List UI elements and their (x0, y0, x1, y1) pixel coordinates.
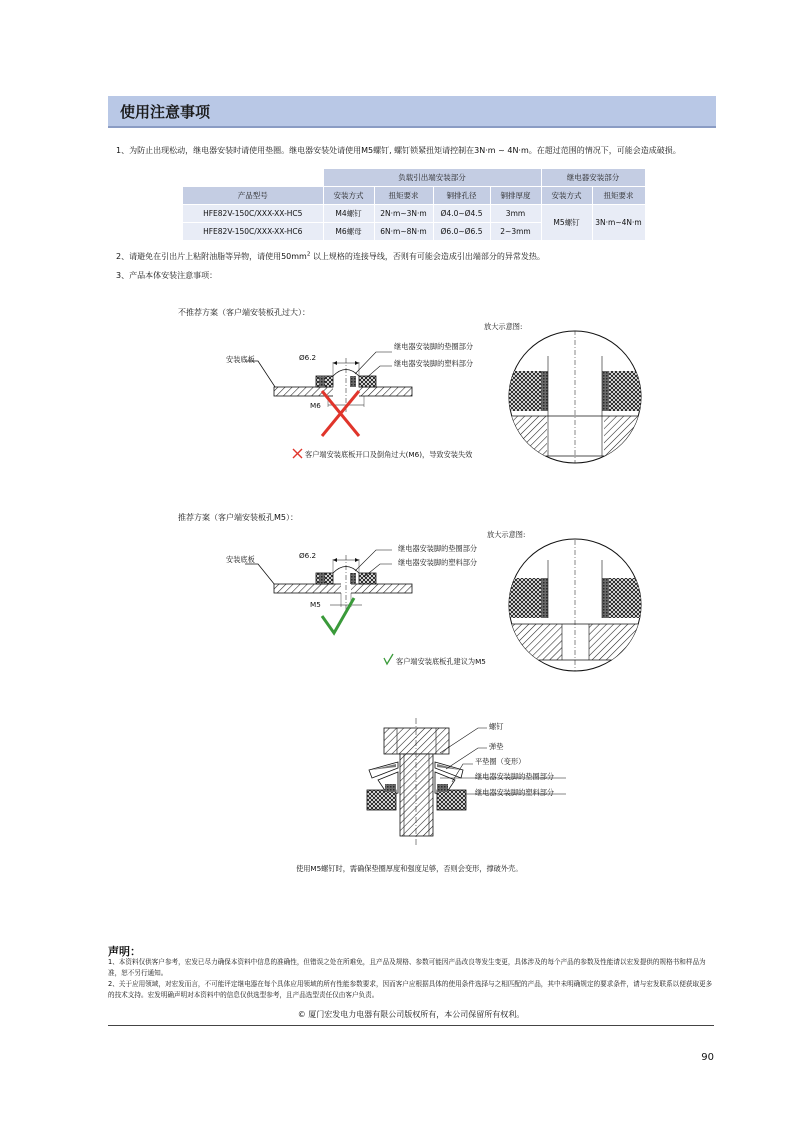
table-cell: 6N·m~8N·m (374, 223, 433, 241)
assembly-drawing (367, 718, 566, 846)
table-row (183, 205, 646, 223)
table-header: 产品型号 (183, 187, 324, 205)
bad-plastic-label: 继电器安装脚的塑料部分 (394, 359, 474, 368)
good-hole-label: M5 (310, 600, 321, 609)
bad-plate-label: 安装底板 (226, 355, 255, 364)
bad-heading: 不推荐方案（客户端安装板孔过大）： (178, 308, 310, 317)
note-1: 1、为防止出现松动，继电器安装时请使用垫圈。继电器安装处请使用M5螺钉, 螺钉锁紧扭矩请控制在3N·m ~ 4N·m。在超过范围的情况下，可能会造成破损。 (116, 146, 681, 155)
note-2 (116, 250, 714, 263)
table-header: 安装方式 (323, 187, 374, 205)
good-plastic-label: 继电器安装脚的塑料部分 (398, 558, 478, 567)
table-cell: M4螺钉 (323, 205, 374, 223)
table-group-relay: 继电器安装部分 (541, 169, 645, 187)
table-cell: 2~3mm (490, 223, 541, 241)
note-2-superscript: 2 (306, 251, 311, 258)
copyright: © 厦门宏发电力电器有限公司版权所有，本公司保留所有权利。 (297, 1010, 525, 1019)
assembly-washer-label: 继电器安装脚的垫圈部分 (475, 772, 555, 781)
note-2-text-a: 2、请避免在引出片上粘附油脂等异物，请使用50mm (116, 252, 307, 261)
bad-caption: 客户端安装底板开口及倒角过大(M6)，导致安装失效 (305, 450, 473, 459)
section-title: 使用注意事项 (120, 103, 211, 121)
note-3: 3、产品本体安装注意事项： (116, 271, 218, 280)
disclaimer-title: 声明： (108, 945, 141, 958)
bad-dim-label: Ø6.2 (299, 353, 317, 362)
table-header: 安装方式 (541, 187, 592, 205)
bad-washer-label: 继电器安装脚的垫圈部分 (394, 342, 474, 351)
table-cell: M6螺母 (323, 223, 374, 241)
page-number: 90 (701, 1052, 714, 1063)
good-washer-label: 继电器安装脚的垫圈部分 (398, 544, 478, 553)
table-cell: Ø6.0~Ø6.5 (433, 223, 490, 241)
bad-enlarged-view (505, 330, 646, 464)
table-group-load: 负载引出端安装部分 (323, 169, 541, 187)
table-cell-relay-method: M5螺钉 (541, 205, 592, 241)
assembly-spring-washer-label: 弹垫 (489, 742, 504, 751)
good-dim-label: Ø6.2 (299, 551, 317, 560)
good-section-drawing (245, 550, 412, 664)
table-header: 扭矩要求 (374, 187, 433, 205)
assembly-flat-washer-label: 平垫圈（变形） (475, 757, 526, 766)
bad-hole-label: M6 (310, 401, 321, 410)
check-mark (322, 598, 354, 633)
good-enlarged-view (505, 539, 646, 672)
disclaimer-1: 1、本资料仅供客户参考，宏发已尽力确保本资料中信息的准确性，但错误之处在所难免，且产品及规格、参数可能因产品改良等发生变更，具体涉及的每个产品的参数及性能请以宏发提供的规格书和样品为准，恕不另行通知。 (108, 958, 706, 977)
good-enlarged-label: 放大示意图: (487, 530, 526, 539)
table-header: 铜排厚度 (490, 187, 541, 205)
assembly-plastic-label: 继电器安装脚的塑料部分 (475, 788, 555, 797)
table-cell: HFE82V-150C/XXX-XX-HC6 (183, 223, 324, 241)
bad-section-drawing (245, 352, 412, 458)
section-header-bar (108, 96, 716, 128)
assembly-warning: 使用M5螺钉时，需确保垫圈厚度和强度足够，否则会变形，撑破外壳。 (296, 864, 523, 873)
table-cell: HFE82V-150C/XXX-XX-HC5 (183, 205, 324, 223)
footer-divider (108, 1025, 714, 1026)
table-cell: 3mm (490, 205, 541, 223)
disclaimer-2: 2、关于应用领域，对宏发而言，不可能评定继电器在每个具体应用领域的所有性能参数要求，因而客户应根据具体的使用条件选择与之相匹配的产品，其中未明确规定的要求条件，请与宏发联系以便获取更多的技术支持。宏发明确声明对本资料中的信息仅供选型参考，且产品选型责任仅由客户负责。 (108, 980, 713, 999)
good-plate-label: 安装底板 (226, 555, 255, 564)
table-header: 扭矩要求 (592, 187, 645, 205)
note-2-text-b: 以上规格的连接导线，否则有可能会造成引出端部分的异常发热。 (310, 252, 545, 261)
bad-enlarged-label: 放大示意图: (484, 322, 523, 331)
spec-table (182, 168, 646, 241)
good-caption: 客户端安装底板孔建议为M5 (396, 657, 486, 666)
assembly-screw-label: 螺钉 (489, 722, 504, 731)
table-cell: Ø4.0~Ø4.5 (433, 205, 490, 223)
table-cell-relay-torque: 3N·m~4N·m (592, 205, 645, 241)
good-heading: 推荐方案（客户端安装板孔M5）： (178, 513, 298, 522)
table-cell: 2N·m~3N·m (374, 205, 433, 223)
table-header: 铜排孔径 (433, 187, 490, 205)
